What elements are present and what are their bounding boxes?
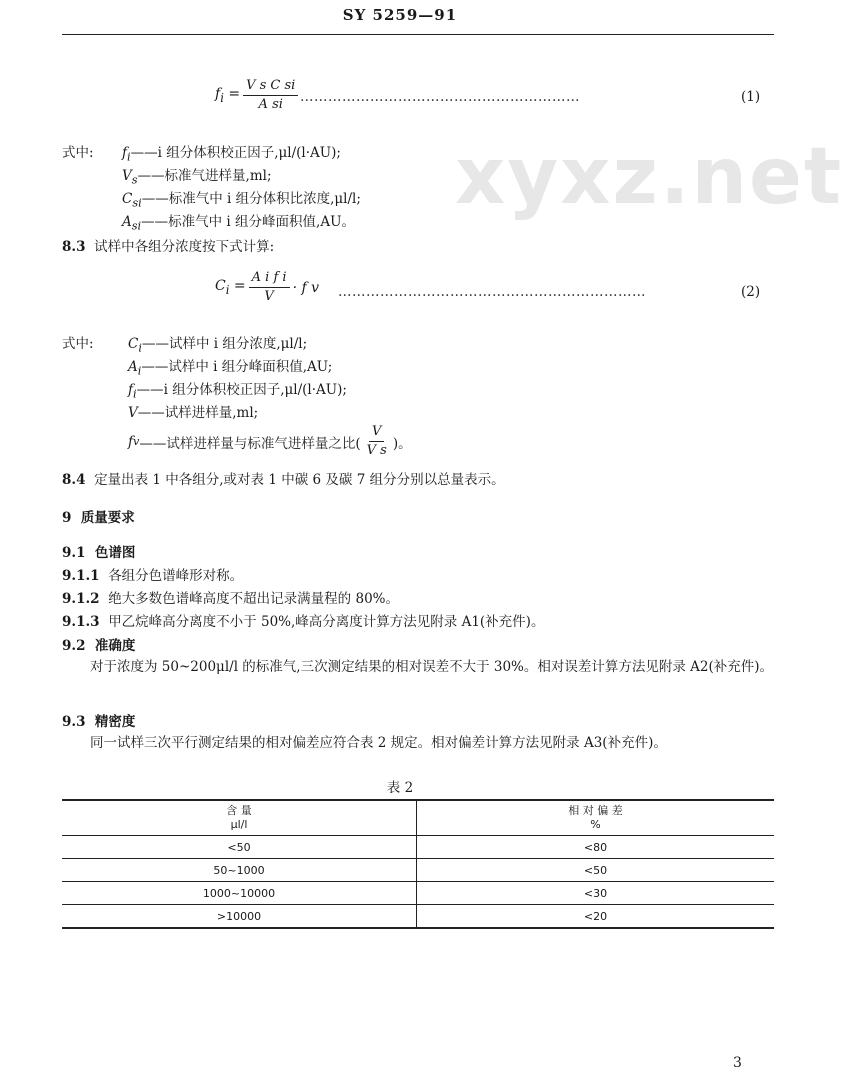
formula-2-number: (2) <box>741 284 761 300</box>
table-cell-content: <50 <box>62 836 417 859</box>
section-9-3-text: 同一试样三次平行测定结果的相对偏差应符合表 2 规定。相对偏差计算方法见附录 A3(补充件)。 <box>90 735 667 751</box>
formula-1-leader: …………………………………………………… <box>300 89 580 105</box>
section-9-1-heading: 9.1 色谱图 <box>62 545 136 561</box>
table-row <box>62 836 774 859</box>
formula-2 <box>215 270 319 305</box>
section-9-2-heading: 9.2 准确度 <box>62 638 136 654</box>
where-1-item: $C_{si}——$标准气中 i 组分体积比浓度,μl/l; <box>122 191 361 210</box>
table-cell-deviation: <20 <box>417 905 775 929</box>
section-9-3-heading: 9.3 精密度 <box>62 714 136 730</box>
where-1-item: $V_s——$标准气进样量,ml; <box>122 168 272 187</box>
table-cell-content: 1000~10000 <box>62 882 417 905</box>
formula-1-fraction <box>243 78 298 113</box>
formula-1-lhs: $f_i$ = <box>215 86 241 105</box>
where-1-item: $A_{si}——$标准气中 i 组分峰面积值,AU。 <box>122 214 355 233</box>
table-cell-deviation: <50 <box>417 859 775 882</box>
formula-2-leader: ………………………………………………………… <box>338 284 646 300</box>
formula-1-denominator: A si <box>258 97 283 112</box>
formula-2-fraction <box>249 270 290 305</box>
table-cell-content: 50~1000 <box>62 859 417 882</box>
where-2-item: f v ——试样进样量与标准气进样量之比( $\frac{V}{\text{V s}}$ )。 <box>128 424 412 458</box>
section-8-3: 8.3 试样中各组分浓度按下式计算: <box>62 239 275 255</box>
table-2 <box>62 799 774 929</box>
where-2-item: $f_i——i$ 组分体积校正因子,μl/(l·AU); <box>128 382 347 401</box>
ratio-fraction: $\frac{V}{\text{V s}}$ <box>366 424 387 458</box>
document-header-title: SY 5259—91 <box>342 6 458 24</box>
table-header-content: 含 量 μl/l <box>62 800 417 836</box>
where-2-item: V——试样进样量,ml; <box>128 405 259 421</box>
section-9-1-1: 9.1.1 各组分色谱峰形对称。 <box>62 568 244 584</box>
formula-1 <box>215 78 301 113</box>
formula-2-numerator: A i f i <box>249 270 290 288</box>
header-rule <box>62 34 774 35</box>
formula-2-lhs: $C_i$ = <box>215 278 246 297</box>
formula-1-numerator: V s C si <box>243 78 298 96</box>
table-cell-deviation: <80 <box>417 836 775 859</box>
table-row <box>62 905 774 929</box>
table-2-caption: 表 2 <box>386 780 414 796</box>
formula-1-number: (1) <box>741 89 761 105</box>
where-2-item: $A_i——$试样中 i 组分峰面积值,AU; <box>128 359 333 378</box>
formula-2-denominator: V <box>264 289 274 304</box>
section-9-heading: 9 质量要求 <box>62 510 135 526</box>
watermark-text: xyxz.net <box>455 132 843 222</box>
where-2-intro: 式中: <box>62 336 94 352</box>
section-9-1-2: 9.1.2 绝大多数色谱峰高度不超出记录满量程的 80%。 <box>62 591 399 607</box>
formula-2-tail: · f v <box>292 279 320 296</box>
where-1-item: $f_i——i$ 组分体积校正因子,μl/(l·AU); <box>122 145 341 164</box>
table-row <box>62 859 774 882</box>
section-9-1-3: 9.1.3 甲乙烷峰高分离度不小于 50%,峰高分离度计算方法见附录 A1(补充件)。 <box>62 614 545 630</box>
table-header-deviation: 相 对 偏 差 % <box>417 800 775 836</box>
where-2-item: $C_i——$试样中 i 组分浓度,μl/l; <box>128 336 308 355</box>
table-cell-deviation: <30 <box>417 882 775 905</box>
page-number: 3 <box>733 1055 742 1071</box>
section-9-2-text: 对于浓度为 50~200μl/l 的标准气,三次测定结果的相对误差不大于 30%。相对误差计算方法见附录 A2(补充件)。 <box>90 659 774 675</box>
table-row <box>62 882 774 905</box>
section-8-4: 8.4 定量出表 1 中各组分,或对表 1 中碳 6 及碳 7 组分分别以总量表示。 <box>62 472 505 488</box>
table-cell-content: >10000 <box>62 905 417 929</box>
where-1-intro: 式中: <box>62 145 94 161</box>
